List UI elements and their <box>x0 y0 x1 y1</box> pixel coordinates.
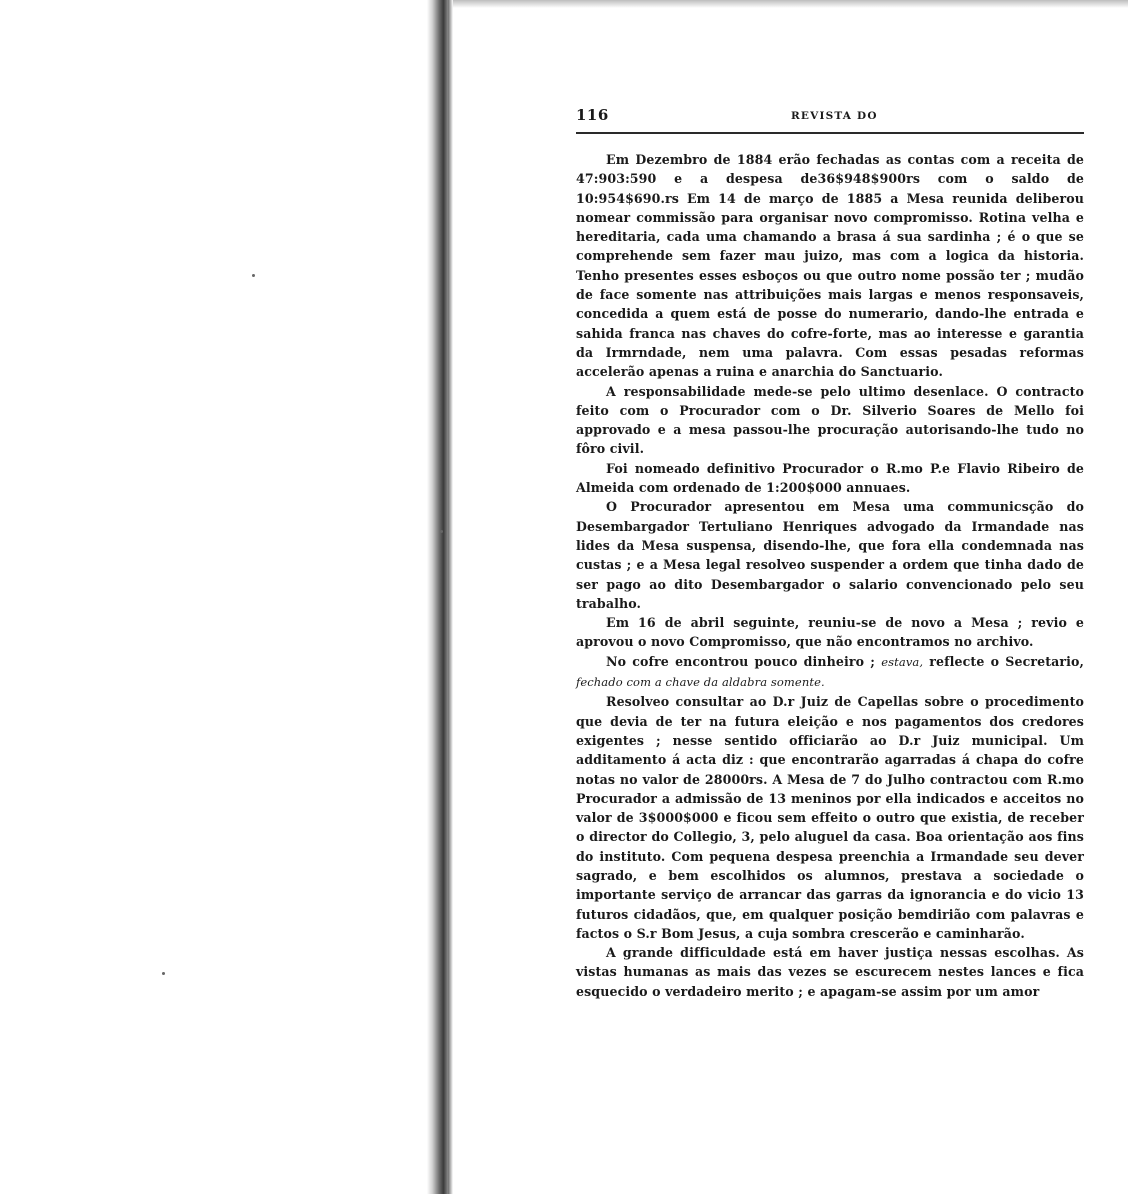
book-page <box>576 106 1084 1001</box>
scan-speck <box>252 274 255 277</box>
quote-italic: estava, <box>881 654 924 669</box>
paragraph-text: No cofre encontrou pouco dinheiro ; <box>606 653 876 669</box>
journal-title: REVISTA DO <box>791 110 878 122</box>
scan-speck <box>440 530 443 533</box>
quote-italic: fechado com a chave da aldabra somente. <box>576 675 825 690</box>
paragraph: Em Dezembro de 1884 erão fechadas as contas com a receita de 47:903:590 e a despesa de36$948$900rs com o saldo de 10:954$690.rs Em 14 de março de 1885 a Mesa reunida deliberou nomear commissão para organisar novo compromisso. Rotina velha e hereditaria, cada uma chamando a brasa á sua sardinha ; é o que se comprehende sem fazer mau juizo, mas com a logica da historia. Tenho presentes esses esboços ou que outro nome possão ter ; mudão de face somente nas attribuições mais largas e menos responsaveis, concedida a quem está de posse do numerario, dando-lhe entrada e sahida franca nas chaves do cofre-forte, mas ao interesse e garantia da Irmrndade, nem uma palavra. Com essas pesadas reformas accelerão apenas a ruina e anarchia do Sanctuario. <box>576 152 1084 380</box>
paragraph: O Procurador apresentou em Mesa uma communicsção do Desembargador Tertuliano Henriques advogado da Irmandade nas lides da Mesa suspensa, disendo-lhe, que fora ella condemnada nas custas ; e a Mesa legal resolveo suspender a ordem que tinha dado de ser pago ao dito Desembargador o salario convencionado pelo seu trabalho. <box>576 499 1084 611</box>
paragraph: Em 16 de abril seguinte, reuniu-se de novo a Mesa ; revio e aprovou o novo Compromisso, que não encontramos no archivo. <box>576 615 1084 650</box>
body-text <box>576 150 1084 1001</box>
header-rule <box>576 132 1084 134</box>
book-binding-edge <box>448 0 453 1194</box>
scan-speck <box>162 972 165 975</box>
paragraph-with-quote <box>576 652 1084 693</box>
paragraph: A responsabilidade mede-se pelo ultimo desenlace. O contracto feito com o Procurador com o Dr. Silverio Soares de Mello foi approvado e a mesa passou-lhe procuração autorisando-lhe tudo no fôro civil. <box>576 383 1084 457</box>
paragraph: Foi nomeado definitivo Procurador o R.mo P.e Flavio Ribeiro de Almeida com ordenado de 1:200$000 annuaes. <box>576 460 1084 496</box>
paragraph: A grande difficuldade está em haver justiça nessas escolhas. As vistas humanas as mais das vezes se escurecem nestes lances e fica esquecido o verdadeiro merito ; e apagam-se assim por um amor <box>576 945 1084 999</box>
book-binding-shadow <box>427 0 449 1194</box>
page-top-edge <box>440 0 1128 8</box>
quote-text: reflecte o Secretario, <box>923 653 1084 669</box>
paragraph: Resolveo consultar ao D.r Juiz de Capellas sobre o procedimento que devia de ter na futura eleição e nos pagamentos dos credores exigentes ; nesse sentido officiarão ao D.r Juiz municipal. Um additamento á acta diz : que encontrarão agarradas á chapa do cofre notas no valor de 28000rs. A Mesa de 7 do Julho contractou com R.mo Procurador a admissão de 13 meninos por ella indicados e acceitos no valor de 3$000$000 e ficou sem effeito o outro que existia, de receber o director do Collegio, 3, pelo aluguel da casa. Boa orientação aos fins do instituto. Com pequena despesa preenchia a Irmandade seu dever sagrado, e bem escolhidos os alumnos, prestava a sociedade o importante serviço de arrancar das garras da ignorancia e do vicio 13 futuros cidadãos, que, em qualquer posição bemdirião com palavras e factos o S.r Bom Jesus, a cuja sombra crescerão e caminharão. <box>576 694 1084 941</box>
running-head <box>576 106 1084 130</box>
page-number: 116 <box>576 106 609 124</box>
